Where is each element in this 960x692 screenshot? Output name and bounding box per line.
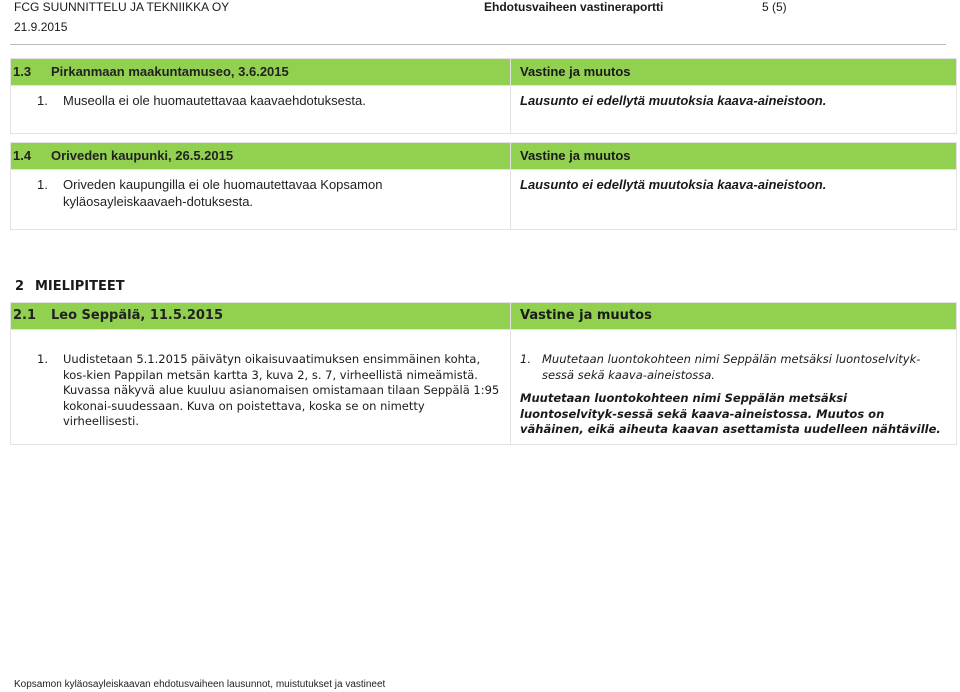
- response-header: Vastine ja muutos: [511, 59, 957, 86]
- document-title: Ehdotusvaiheen vastineraportti: [484, 0, 664, 14]
- response-italic-text: Muutetaan luontokohteen nimi Seppälän metsäksi luontoselvityk-sessä sekä kaava-aineistossa.: [542, 352, 921, 382]
- chapter-title: MIELIPITEET: [35, 279, 125, 294]
- chapter-heading: [15, 279, 125, 294]
- item-text: Museolla ei ole huomautettavaa kaavaehdotuksesta.: [63, 93, 366, 108]
- page-number: 5 (5): [762, 0, 787, 14]
- response-item: 1. Muutetaan luontokohteen nimi Seppälän metsäksi luontoselvityk-sessä sekä kaava-aineistossa.: [520, 352, 921, 382]
- list-item: 1. Oriveden kaupungilla ei ole huomautettavaa Kopsamon kyläosayleiskaavaeh-dotuksesta.: [11, 170, 511, 230]
- section-header: 1.4 Oriveden kaupunki, 26.5.2015: [11, 143, 511, 170]
- document-date: 21.9.2015: [14, 20, 68, 34]
- page-header: [0, 0, 960, 50]
- response-header: Vastine ja muutos: [511, 303, 957, 330]
- page-footer: Kopsamon kyläosayleiskaavan ehdotusvaiheen lausunnot, muistutukset ja vastineet: [14, 679, 386, 690]
- section-title: Pirkanmaan maakuntamuseo, 3.6.2015: [51, 64, 289, 79]
- item-text: Oriveden kaupungilla ei ole huomautettavaa Kopsamon kyläosayleiskaavaeh-dotuksesta.: [63, 177, 383, 209]
- chapter-number: 2: [15, 279, 25, 294]
- response-text: Lausunto ei edellytä muutoksia kaava-aineistoon.: [511, 86, 957, 134]
- section-header: 2.1 Leo Seppälä, 11.5.2015: [11, 303, 511, 330]
- section-title: Leo Seppälä, 11.5.2015: [51, 308, 224, 323]
- list-item: 1. Uudistetaan 5.1.2015 päivätyn oikaisuvaatimuksen ensimmäinen kohta, kos-kien Pappilan metsän kartta 3, kuva 2, s. 7, virheellistä nimeämistä. Kuvassa näkyvä alue kuuluu asianomaisen omistamaan tilaan Seppälä 1:95 kokonai-suudessaan. Kuva on poistettava, koska se on nimetty virheellisesti.: [11, 330, 511, 445]
- response-bold-text: Muutetaan luontokohteen nimi Seppälän metsäksi luontoselvityk-sessä sekä kaava-aineistossa. Muutos on vähäinen, eikä aiheuta kaavan asettamista uudelleen nähtäville.: [520, 391, 941, 436]
- item-text: Uudistetaan 5.1.2015 päivätyn oikaisuvaatimuksen ensimmäinen kohta, kos-kien Pappilan metsän kartta 3, kuva 2, s. 7, virheellistä nimeämistä. Kuvassa näkyvä alue kuuluu asianomaisen omistamaan tilaan Seppälä 1:95 kokonai-suudessaan. Kuva on poistettava, koska se on nimetty virheellisesti.: [63, 352, 500, 428]
- section-table-2-1: [10, 302, 957, 445]
- response-text: Lausunto ei edellytä muutoksia kaava-aineistoon.: [511, 170, 957, 230]
- header-divider: [10, 44, 946, 45]
- section-header: 1.3 Pirkanmaan maakuntamuseo, 3.6.2015: [11, 59, 511, 86]
- section-table-1-3: [10, 58, 957, 134]
- section-title: Oriveden kaupunki, 26.5.2015: [51, 148, 234, 163]
- company-name: FCG SUUNNITTELU JA TEKNIIKKA OY: [14, 0, 230, 14]
- response-header: Vastine ja muutos: [511, 143, 957, 170]
- response-cell: [511, 330, 957, 445]
- list-item: 1. Museolla ei ole huomautettavaa kaavaehdotuksesta.: [11, 86, 511, 134]
- section-table-1-4: [10, 142, 957, 230]
